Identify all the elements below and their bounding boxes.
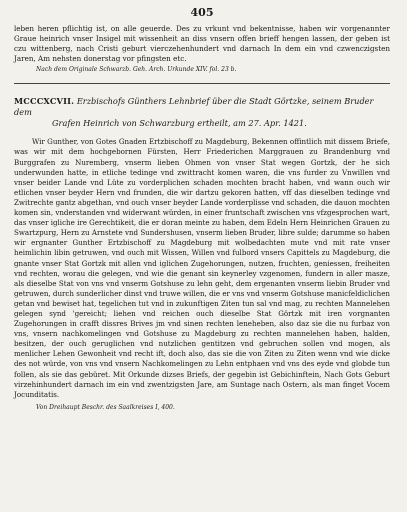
section-divider — [14, 83, 390, 84]
document-body: Wir Gunther, von Gotes Gnaden Ertzbischoff zu Magdeburg, Bekennen offintlich mit dissem Briefe, was wir mit dem hochgebornen Fürsten, Herr Friederichen Marggrauen zu Brandenburg vnd Burggrafen zu Nuremberg, vnserm lieben Ohmen von vnser Stat wegen Gortzk, der he sich underwunden hatte, in etliche tedinge vnd zwittracht komen waren, die vns furder zu Vnwillen vnd vnser beider Lande vnd Lüte zu vorderplichen schaden mochten bracht haben, vnd wann ouch wir etlichen vnser beyder Hern vnd frunden, die wir dartzu gekoren hatten, vff das dieselben tedinge vnd Zwitrechte gantz abgethan, vnd ouch vnser beyder Lande vorderplisse vnd schaden, die dauon mochten komen sin, vnderstanden vnd widerwant würden, in einer fruntschaft zwischen vns vfzgesprochen wart, das vnser igliche ire Gerechtikeit, die er doran meinte zu haben, dem Edeln Hern Heinrichen Grauen zu Swartzpurg, Hern zu Arnstete vnd Sundershusen, vnserm lieben Bruder, libre sulde; darumme so haben wir ergnanter Gunther Ertzbischoff zu Magdeburg mit wolbedachten mute vnd mit rate vnser heimlichin libin getruwen, vnd ouch mit Wissen, Willen vnd fulbord vnsers Capittels zu Magdeburg, die gnante vnser Stat Gortzk mit allen vnd iglichen Zugehorungen, nutzen, fruchten, geniessen, freiheiten vnd rechten, worau die gelegen, vnd wie die genant sin keynerley vzgenomen, fundern in aller masze, als dieselbe Stat von vns vnd vnserm Gotshuse zu lehn geht, dem ergenanten vnserm liebin Bruder vnd getruwen, durch sunderlicher dinst vnd truwe willen, die er vns vnd vnserm Gotshuse manicfeldiclichen getan vnd bewiset hat, tegelichen tut vnd in zukunftigen Ziten tun sal vnd mag, zu rechten Mannelehen gelegen synd 'gereicht; liehen vnd reichen ouch dieselbe Stat Görtzk mit iren vorgnanten Zugehorungen in crafft dissres Brives jm vnd sinen rechten leneheben, also daz sie die nu furbaz von vns, vnsern nachkomelingen vnd Gotshuse zu Magdeburg zu rechten mannelehen haben, halden, besitzen, der ouch geruglichen vnd nutzlichen gentitzen vnd gebruchen sollen vnd mogen, als menlicher Lehen Gewonheit vnd recht ift, doch also, das sie die von Ziten zu Ziten wenn vnd wie dicke des not würde, von vns vnd vnsern Nachkomelingen zu Lehn entphaen vnd vns des eyde vnd globde tun follen, als sie das gebüret. Mit Orkunde dizses Briefs, der gegebin ist Gebichinftein, Nach Gots Geburt virzehinhundert darnach im ein vnd zwentzigsten Jare, am Suntage nach Ostern, als man finget Vocem Jocunditatis. — [14, 137, 390, 399]
top-paragraph: leben heren pflichtig ist, on alle geuerde. Des zu vrkunt vnd bekentnisse, haben wir vorgenannter Graue heinrich vnser Insigel mit wissenheit an diss vnsern offen brieff hengen lassen, der geben ist czu wittenberg, nach Cristi geburt vierczehenhundert vnd darnach In dem ein vnd czwenczigsten Jaren, Am nehsten donerstag vor pfingsten etc. — [14, 24, 390, 64]
document-number: MCCCXCVII. — [14, 96, 75, 107]
document-page — [14, 6, 390, 412]
document-title-line1: Erzbischofs Günthers Lehnbrief über die Stadt Görtzke, seinem Bruder dem — [14, 96, 374, 118]
document-heading — [14, 96, 390, 118]
document-source-note: Von Dreihaupt Beschr. des Saalkreises I, 400. — [36, 403, 175, 411]
page-number: 405 — [190, 6, 214, 19]
top-source-note: Nach dem Originale Schwarzb. Geh. Arch. Urkunde XIV. fol. 23 b. — [36, 66, 237, 74]
document-title-line2: Grafen Heinrich von Schwarzburg ertheilt, am 27. Apr. 1421. — [52, 118, 307, 129]
